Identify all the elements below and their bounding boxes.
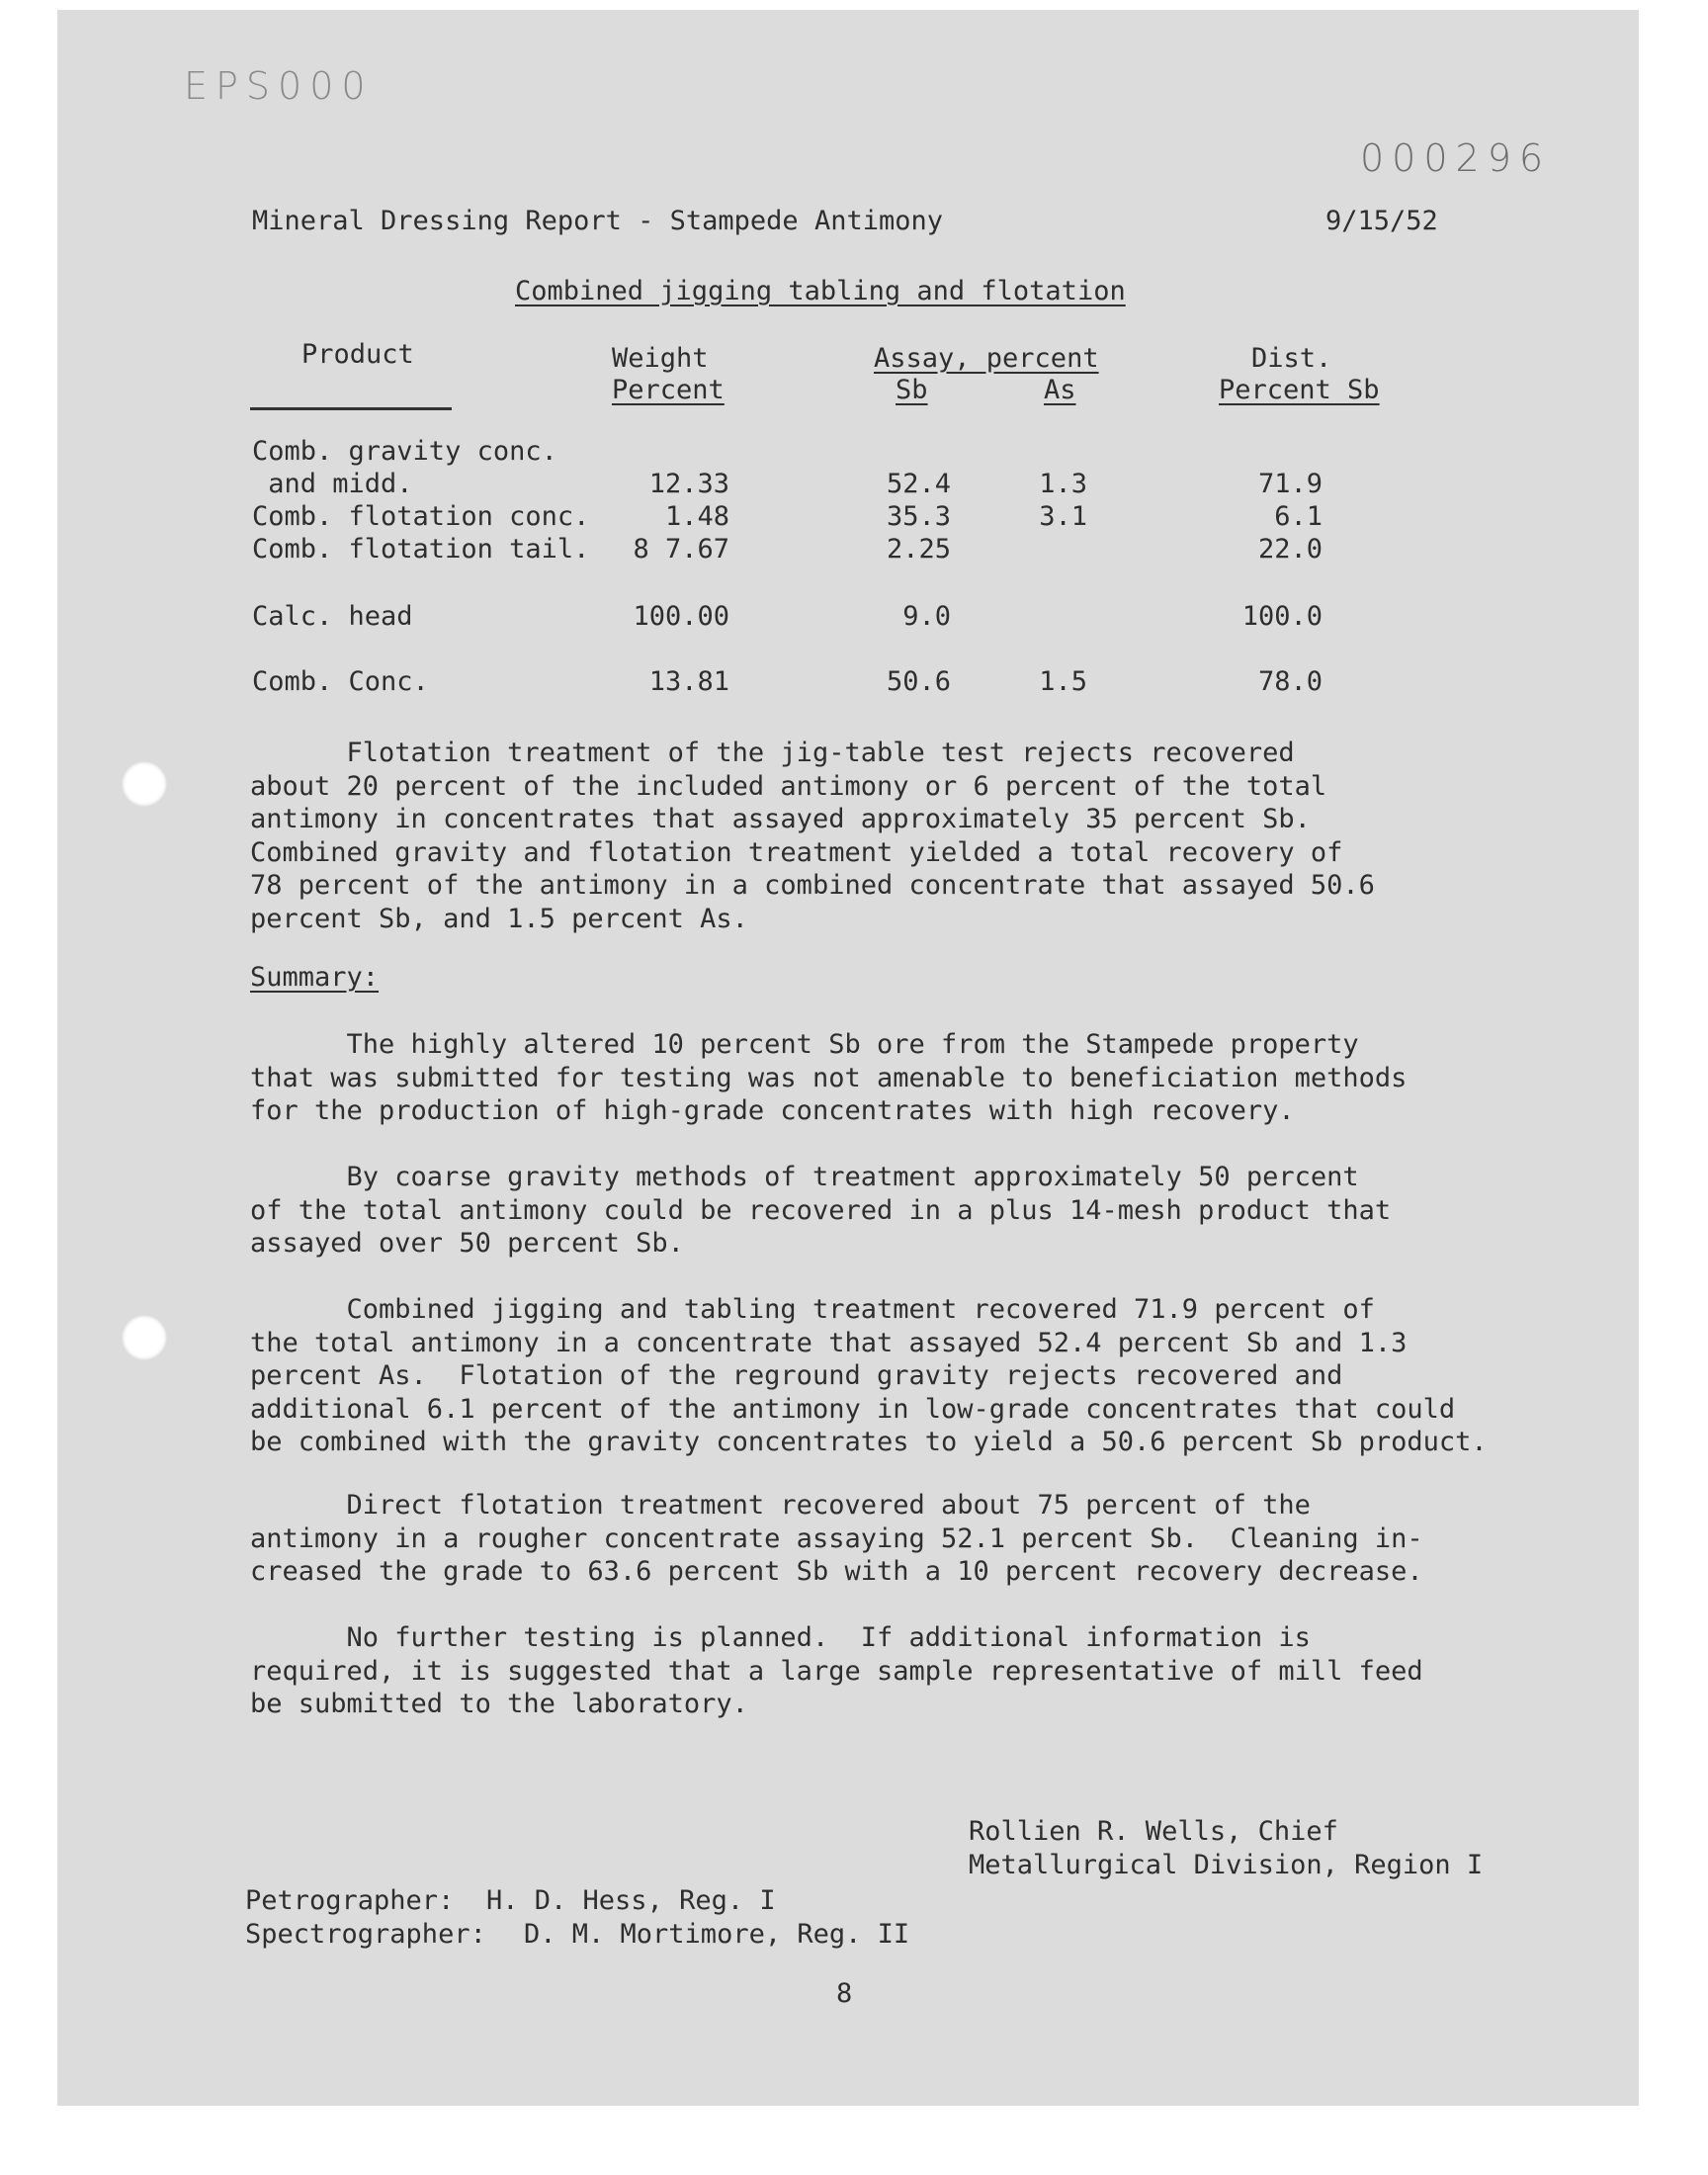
row-dist: 100.0	[1241, 601, 1323, 632]
punch-hole-top	[122, 761, 167, 807]
row-product: Comb. flotation conc.	[252, 501, 590, 532]
row-sb: 35.3	[886, 501, 951, 532]
row-dist: 22.0	[1257, 534, 1323, 565]
petrographer-name: H. D. Hess, Reg. I	[486, 1885, 776, 1916]
product-header-rule	[250, 407, 452, 410]
row-product: Calc. head	[252, 601, 413, 632]
paragraph-flotation-treatment: Flotation treatment of the jig-table test rejects recovered about 20 percent of the included antimony or 6 percent of the total antimony in concentrates that assayed approximately 35 percent Sb. Combined gravity and flotation treatment yielded a total recovery of 78 percent of the antimony in a combined concentrate that assayed 50.6 percent Sb, and 1.5 percent As.	[250, 738, 1375, 934]
signature-name: Rollien R. Wells, Chief	[969, 1816, 1338, 1847]
row-sb: 2.25	[886, 534, 951, 565]
paragraph-further-testing: No further testing is planned. If additional information is required, it is suggested that a large sample representative of mill feed be submitted to the laboratory.	[250, 1622, 1423, 1719]
col-header-sb: Sb	[896, 375, 928, 405]
row-weight: 8 7.67	[633, 534, 729, 565]
spectrographer-name: D. M. Mortimore, Reg. II	[524, 1919, 910, 1950]
file-stamp-top-left: EPS000	[184, 64, 374, 108]
row-product: Comb. flotation tail.	[252, 534, 590, 565]
col-header-product: Product	[301, 339, 414, 370]
report-title: Mineral Dressing Report - Stampede Antimony	[252, 206, 943, 236]
row-weight: 12.33	[648, 469, 729, 499]
row-sb: 52.4	[886, 469, 951, 499]
col-header-as: As	[1044, 375, 1076, 405]
row-dist: 6.1	[1274, 501, 1323, 532]
paragraph-jigging-tabling: Combined jigging and tabling treatment recovered 71.9 percent of the total antimony in a concentrate that assayed 52.4 percent Sb and 1.3 percent As. Flotation of the reground gravity rejects recovered and additional 6.1 percent of the antimony in low-grade concentrates that could be combined with the gravity concentrates to yield a 50.6 percent Sb product.	[250, 1294, 1488, 1457]
paragraph-direct-flotation: Direct flotation treatment recovered about 75 percent of the antimony in a rougher concentrate assaying 52.1 percent Sb. Cleaning in- creased the grade to 63.6 percent Sb with a 10 percent recovery decrease.	[250, 1490, 1423, 1587]
punch-hole-bottom	[122, 1315, 167, 1360]
row-dist: 71.9	[1257, 469, 1323, 499]
col-header-assay: Assay, percent	[874, 343, 1099, 374]
row-sb: 9.0	[902, 601, 951, 632]
report-date: 9/15/52	[1325, 206, 1438, 236]
row-dist: 78.0	[1257, 666, 1323, 697]
document-page	[57, 10, 1639, 2106]
signature-division: Metallurgical Division, Region I	[969, 1850, 1484, 1880]
row-as: 1.3	[1039, 469, 1087, 499]
row-product: Comb. gravity conc.	[252, 436, 557, 467]
paragraph-coarse-gravity: By coarse gravity methods of treatment approximately 50 percent of the total antimony could be recovered in a plus 14-mesh product that assayed over 50 percent Sb.	[250, 1162, 1392, 1259]
row-weight: 100.00	[633, 601, 729, 632]
row-weight: 1.48	[664, 501, 729, 532]
petrographer-label: Petrographer:	[245, 1885, 455, 1916]
row-product: Comb. Conc.	[252, 666, 429, 697]
page-number: 8	[836, 1978, 853, 2009]
row-as: 3.1	[1039, 501, 1087, 532]
col-header-dist: Dist.	[1251, 343, 1332, 374]
col-header-weight-percent: Percent	[612, 375, 725, 405]
row-product: and midd.	[252, 469, 413, 499]
table-caption: Combined jigging tabling and flotation	[515, 276, 1126, 306]
row-as: 1.5	[1039, 666, 1087, 697]
summary-heading: Summary:	[250, 962, 380, 993]
paragraph-summary-ore: The highly altered 10 percent Sb ore from the Stampede property that was submitted for testing was not amenable to beneficiation methods for the production of high-grade concentrates with high recovery.	[250, 1029, 1408, 1126]
row-sb: 50.6	[886, 666, 951, 697]
row-weight: 13.81	[648, 666, 729, 697]
col-header-dist-percent: Percent Sb	[1219, 375, 1380, 405]
file-stamp-top-right: 000296	[1360, 136, 1552, 180]
spectrographer-label: Spectrographer:	[245, 1919, 486, 1950]
col-header-weight: Weight	[612, 343, 709, 374]
